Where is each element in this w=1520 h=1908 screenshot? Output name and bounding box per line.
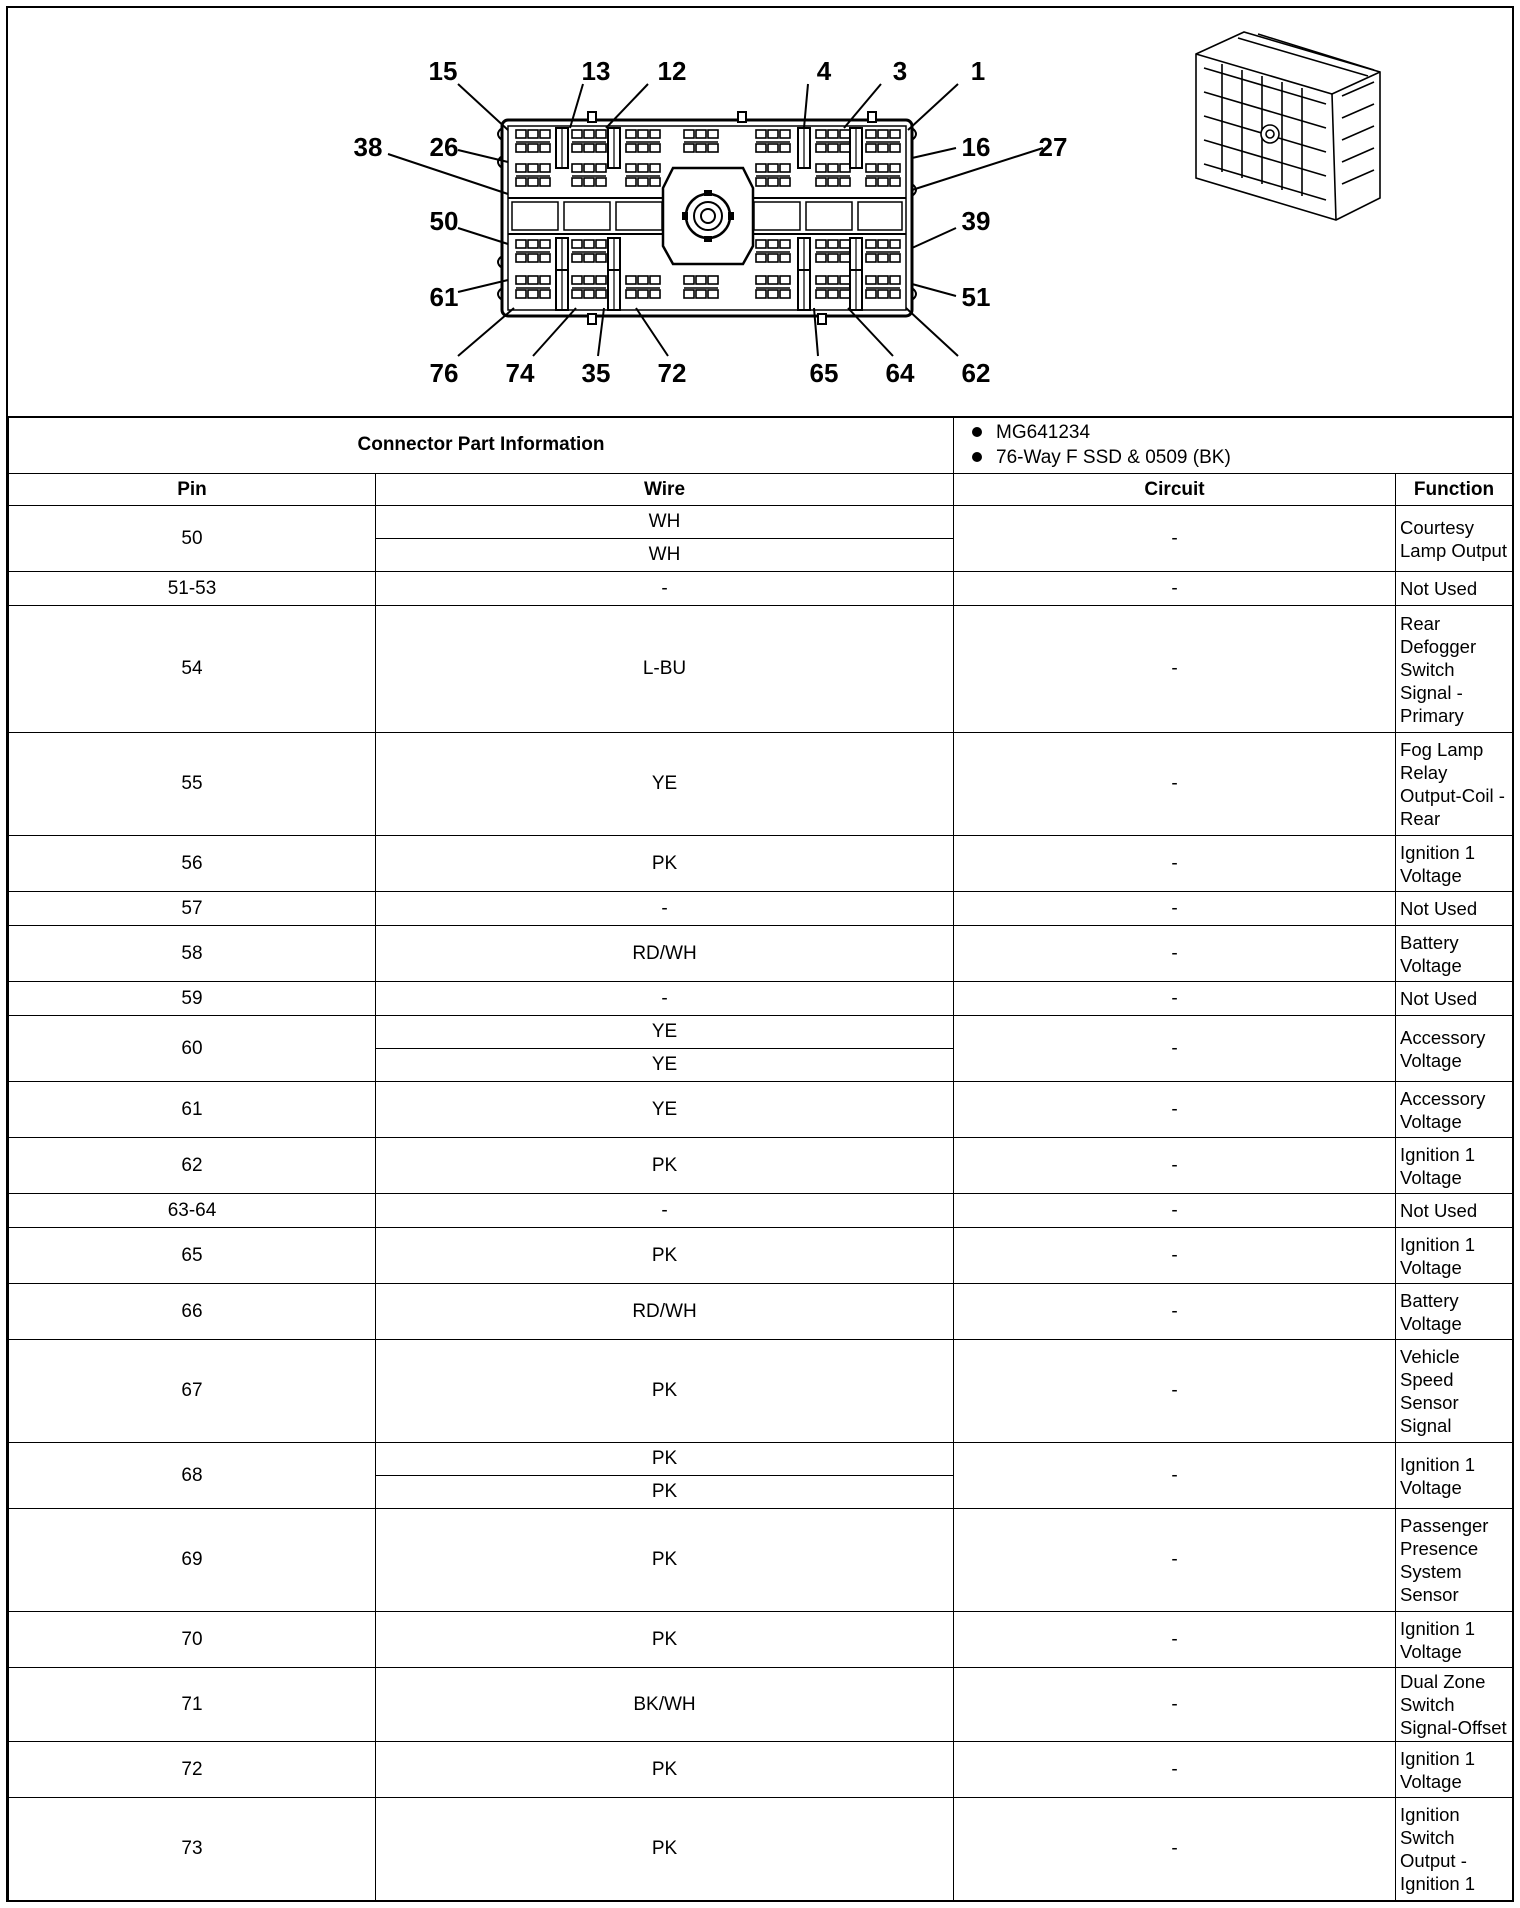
table-row <box>9 733 1513 836</box>
circuit-cell: - <box>954 1742 1396 1798</box>
function-cell: Ignition 1 Voltage <box>1396 1228 1513 1284</box>
pin-cell: 69 <box>9 1509 376 1612</box>
pin-label-65: 65 <box>809 358 839 388</box>
table-row <box>9 836 1513 892</box>
pin-cell: 63-64 <box>9 1194 376 1228</box>
pin-label-3: 3 <box>892 56 908 86</box>
pin-cell: 71 <box>9 1668 376 1742</box>
connector-info-row <box>9 417 1513 474</box>
table-row <box>9 1016 1513 1082</box>
pin-label-74: 74 <box>505 358 535 388</box>
circuit-cell: - <box>954 733 1396 836</box>
function-cell: Dual Zone Switch Signal-Offset <box>1396 1668 1513 1742</box>
pin-label-61: 61 <box>429 282 459 312</box>
circuit-cell: - <box>954 506 1396 572</box>
pin-cell: 62 <box>9 1138 376 1194</box>
function-cell: Battery Voltage <box>1396 1284 1513 1340</box>
table-row <box>9 1612 1513 1668</box>
pin-cell: 57 <box>9 892 376 926</box>
circuit-cell: - <box>954 926 1396 982</box>
column-header-function: Function <box>1396 474 1513 506</box>
pin-label-50: 50 <box>429 206 459 236</box>
wire-color: PK <box>651 1448 678 1469</box>
function-cell: Not Used <box>1396 982 1513 1016</box>
wire-cell <box>376 506 954 572</box>
wire-cell: RD/WH <box>376 926 954 982</box>
connector-pinout-table <box>8 416 1513 1901</box>
pin-label-27: 27 <box>1038 132 1068 162</box>
pin-cell: 56 <box>9 836 376 892</box>
pin-cell: 60 <box>9 1016 376 1082</box>
column-header-wire: Wire <box>376 474 954 506</box>
pin-label-72: 72 <box>657 358 687 388</box>
table-row <box>9 1228 1513 1284</box>
function-cell: Not Used <box>1396 572 1513 606</box>
pin-label-1: 1 <box>970 56 986 86</box>
wire-cell: PK <box>376 1228 954 1284</box>
wire-cell: YE <box>376 1082 954 1138</box>
circuit-cell: - <box>954 892 1396 926</box>
table-row <box>9 1194 1513 1228</box>
wire-cell: PK <box>376 1612 954 1668</box>
table-row <box>9 606 1513 733</box>
connector-3d-view-icon <box>1196 32 1380 220</box>
table-row <box>9 1138 1513 1194</box>
function-cell: Courtesy Lamp Output <box>1396 506 1513 572</box>
wire-cell: PK <box>376 1340 954 1443</box>
document-frame <box>6 6 1514 1902</box>
connector-description: 76-Way F SSD & 0509 (BK) <box>968 445 1512 470</box>
pin-cell: 66 <box>9 1284 376 1340</box>
table-header-row <box>9 474 1513 506</box>
pin-cell: 59 <box>9 982 376 1016</box>
wire-cell: - <box>376 1194 954 1228</box>
pin-label-26: 26 <box>429 132 459 162</box>
pin-label-16: 16 <box>961 132 991 162</box>
pin-cell: 72 <box>9 1742 376 1798</box>
pin-label-38: 38 <box>353 132 383 162</box>
pin-cell: 73 <box>9 1798 376 1901</box>
table-row <box>9 506 1513 572</box>
pin-label-51: 51 <box>961 282 991 312</box>
wire-color: WH <box>648 511 681 532</box>
table-row <box>9 926 1513 982</box>
column-header-pin: Pin <box>9 474 376 506</box>
wire-color: PK <box>376 1475 953 1508</box>
connector-face-diagram <box>8 8 1512 416</box>
pin-cell: 51-53 <box>9 572 376 606</box>
connector-part-info-title: Connector Part Information <box>9 417 954 474</box>
circuit-cell: - <box>954 836 1396 892</box>
wire-cell: - <box>376 982 954 1016</box>
pin-label-39: 39 <box>961 206 991 236</box>
pin-cell: 54 <box>9 606 376 733</box>
table-row <box>9 892 1513 926</box>
pin-cell: 55 <box>9 733 376 836</box>
pin-cell: 58 <box>9 926 376 982</box>
pin-label-13: 13 <box>581 56 611 86</box>
circuit-cell: - <box>954 1194 1396 1228</box>
table-row <box>9 1798 1513 1901</box>
table-row <box>9 1284 1513 1340</box>
wire-cell: PK <box>376 836 954 892</box>
wire-color: YE <box>376 1048 953 1081</box>
circuit-cell: - <box>954 1138 1396 1194</box>
table-row <box>9 1509 1513 1612</box>
circuit-cell: - <box>954 1798 1396 1901</box>
function-cell: Fog Lamp Relay Output-Coil - Rear <box>1396 733 1513 836</box>
pin-label-76: 76 <box>429 358 459 388</box>
function-cell: Ignition 1 Voltage <box>1396 1443 1513 1509</box>
pin-cell: 50 <box>9 506 376 572</box>
circuit-cell: - <box>954 1016 1396 1082</box>
function-cell: Accessory Voltage <box>1396 1016 1513 1082</box>
wire-cell: PK <box>376 1742 954 1798</box>
wire-cell: RD/WH <box>376 1284 954 1340</box>
circuit-cell: - <box>954 1082 1396 1138</box>
wire-cell: PK <box>376 1798 954 1901</box>
wire-color: YE <box>651 1021 678 1042</box>
function-cell: Battery Voltage <box>1396 926 1513 982</box>
circuit-cell: - <box>954 982 1396 1016</box>
wire-cell: BK/WH <box>376 1668 954 1742</box>
pin-cell: 61 <box>9 1082 376 1138</box>
circuit-cell: - <box>954 606 1396 733</box>
wire-cell <box>376 1016 954 1082</box>
table-row <box>9 1668 1513 1742</box>
wire-cell: YE <box>376 733 954 836</box>
connector-figure <box>8 8 1512 418</box>
connector-part-info-list <box>954 417 1513 474</box>
wire-cell <box>376 1443 954 1509</box>
pin-label-15: 15 <box>428 56 458 86</box>
circuit-cell: - <box>954 1340 1396 1443</box>
table-row <box>9 572 1513 606</box>
table-row <box>9 1443 1513 1509</box>
pin-label-35: 35 <box>581 358 611 388</box>
function-cell: Ignition 1 Voltage <box>1396 1138 1513 1194</box>
pin-label-12: 12 <box>657 56 687 86</box>
circuit-cell: - <box>954 1443 1396 1509</box>
function-cell: Not Used <box>1396 1194 1513 1228</box>
table-row <box>9 982 1513 1016</box>
wire-cell: - <box>376 572 954 606</box>
function-cell: Ignition 1 Voltage <box>1396 836 1513 892</box>
connector-part-number: MG641234 <box>968 420 1512 445</box>
pin-cell: 70 <box>9 1612 376 1668</box>
wire-color: WH <box>376 538 953 571</box>
wire-cell: L-BU <box>376 606 954 733</box>
function-cell: Accessory Voltage <box>1396 1082 1513 1138</box>
circuit-cell: - <box>954 1284 1396 1340</box>
function-cell: Passenger Presence System Sensor <box>1396 1509 1513 1612</box>
function-cell: Rear Defogger Switch Signal - Primary <box>1396 606 1513 733</box>
pin-label-4: 4 <box>816 56 832 86</box>
circuit-cell: - <box>954 1228 1396 1284</box>
circuit-cell: - <box>954 1612 1396 1668</box>
circuit-cell: - <box>954 1668 1396 1742</box>
table-row <box>9 1340 1513 1443</box>
function-cell: Vehicle Speed Sensor Signal <box>1396 1340 1513 1443</box>
column-header-circuit: Circuit <box>954 474 1396 506</box>
wire-cell: PK <box>376 1509 954 1612</box>
table-row <box>9 1742 1513 1798</box>
table-row <box>9 1082 1513 1138</box>
function-cell: Ignition Switch Output - Ignition 1 <box>1396 1798 1513 1901</box>
wire-cell: PK <box>376 1138 954 1194</box>
function-cell: Ignition 1 Voltage <box>1396 1612 1513 1668</box>
pin-cell: 67 <box>9 1340 376 1443</box>
pin-label-62: 62 <box>961 358 991 388</box>
circuit-cell: - <box>954 572 1396 606</box>
function-cell: Ignition 1 Voltage <box>1396 1742 1513 1798</box>
pin-label-64: 64 <box>885 358 915 388</box>
function-cell: Not Used <box>1396 892 1513 926</box>
wire-cell: - <box>376 892 954 926</box>
pin-cell: 65 <box>9 1228 376 1284</box>
circuit-cell: - <box>954 1509 1396 1612</box>
pin-cell: 68 <box>9 1443 376 1509</box>
